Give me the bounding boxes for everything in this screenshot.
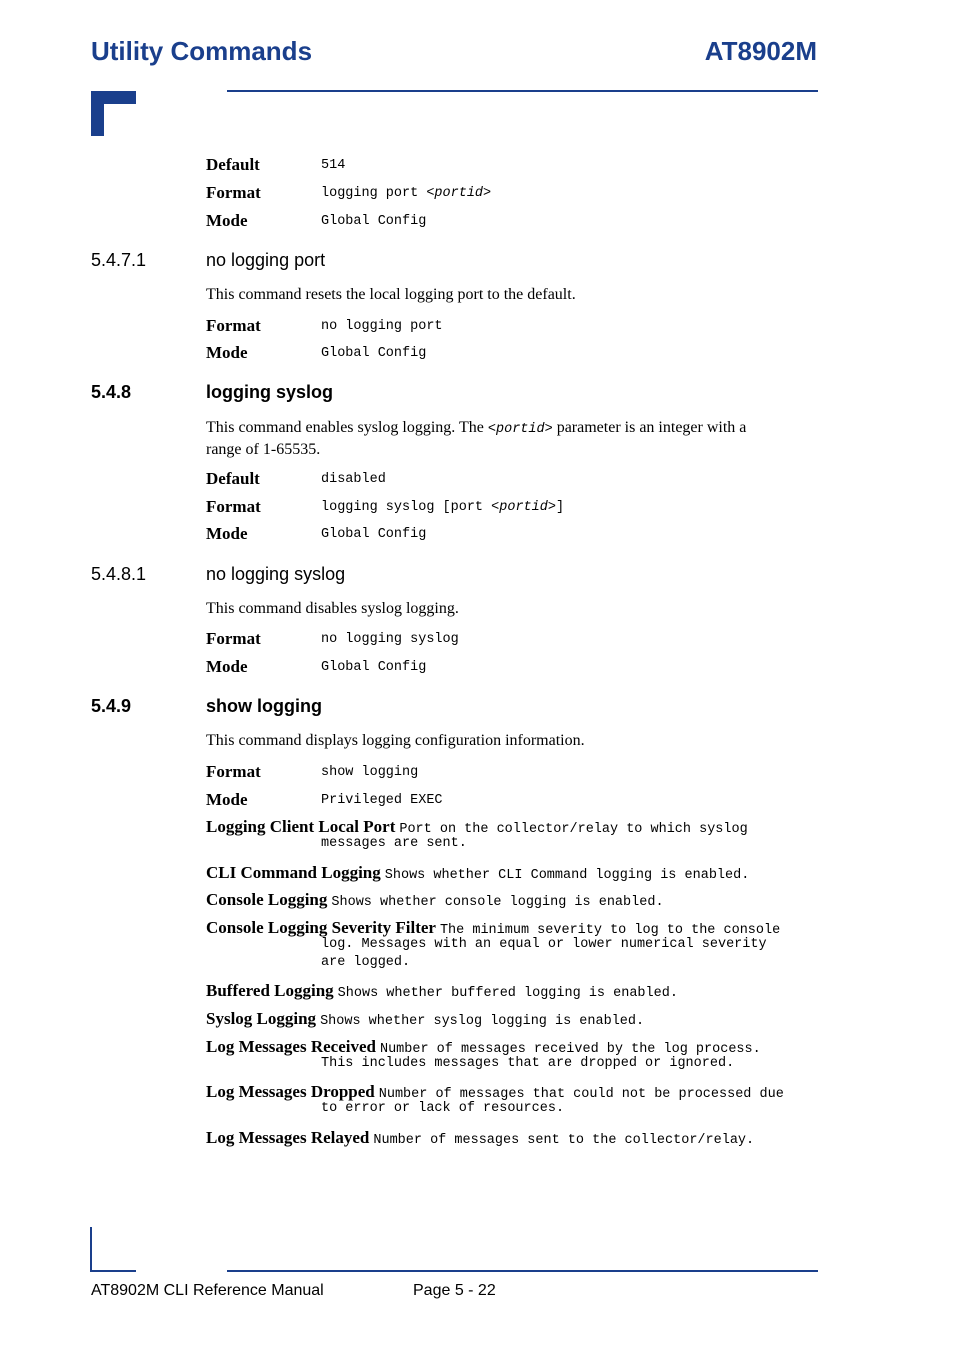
footer-rule xyxy=(227,1270,818,1272)
default-label: Default xyxy=(206,155,260,174)
mode-value: Global Config xyxy=(321,660,427,675)
header-left-title: Utility Commands xyxy=(91,36,313,66)
mode-value: Global Config xyxy=(321,527,427,542)
format-value: logging syslog [port <portid>] xyxy=(321,500,565,515)
term-label: Console Logging Severity Filter xyxy=(206,918,436,937)
term-label: Log Messages Dropped xyxy=(206,1082,375,1101)
term-row xyxy=(206,1128,816,1148)
format-label: Format xyxy=(206,497,261,516)
mode-label: Mode xyxy=(206,343,248,362)
corner-mark xyxy=(91,91,136,136)
term-row xyxy=(206,1037,816,1071)
section-desc: This command displays logging configuration information. xyxy=(206,732,585,749)
term-row xyxy=(206,890,816,910)
term-row xyxy=(206,863,816,883)
mode-label: Mode xyxy=(206,657,248,676)
header-rule xyxy=(227,90,818,92)
term-description-continued: to error or lack of resources. xyxy=(321,1101,565,1116)
format-label: Format xyxy=(206,629,261,648)
default-value: disabled xyxy=(321,472,386,487)
term-row xyxy=(206,1082,816,1116)
section-number: 5.4.7.1 xyxy=(91,250,147,270)
mode-value: Privileged EXEC xyxy=(321,793,443,808)
term-label: CLI Command Logging xyxy=(206,863,381,882)
section-title: no logging port xyxy=(206,250,326,270)
term-description: The minimum severity to log to the console xyxy=(439,923,781,938)
term-description: Number of messages sent to the collector/relay. xyxy=(373,1133,755,1148)
section-number: 5.4.9 xyxy=(91,696,132,716)
term-row xyxy=(206,918,816,970)
footer-corner-vertical xyxy=(90,1227,92,1272)
term-description: Number of messages that could not be processed due xyxy=(378,1087,784,1102)
term-description: Number of messages received by the log process. xyxy=(379,1042,761,1057)
term-label: Buffered Logging xyxy=(206,981,334,1000)
term-description-continued: messages are sent. xyxy=(321,836,467,851)
section-title: show logging xyxy=(206,696,322,716)
format-label: Format xyxy=(206,183,261,202)
mode-value: Global Config xyxy=(321,214,427,229)
mode-label: Mode xyxy=(206,790,248,809)
format-value: no logging syslog xyxy=(321,632,459,647)
term-description: Shows whether console logging is enabled. xyxy=(331,895,664,910)
term-label: Console Logging xyxy=(206,890,328,909)
term-description-continued: log. Messages with an equal or lower numerical severity xyxy=(321,937,767,952)
term-description: Shows whether CLI Command logging is enabled. xyxy=(384,868,750,883)
default-value: 514 xyxy=(321,158,346,173)
term-description: Shows whether buffered logging is enabled. xyxy=(337,986,678,1001)
section-number: 5.4.8 xyxy=(91,382,132,402)
mode-label: Mode xyxy=(206,524,248,543)
term-description: Shows whether syslog logging is enabled. xyxy=(320,1014,645,1029)
format-label: Format xyxy=(206,316,261,335)
footer-corner-horizontal xyxy=(90,1270,136,1272)
section-title: logging syslog xyxy=(206,382,334,402)
footer-page-number: Page 5 - 22 xyxy=(413,1282,496,1299)
term-description-continued: This includes messages that are dropped or ignored. xyxy=(321,1056,735,1071)
section-desc: This command enables syslog logging. The <portid> parameter is an integer with a range of 1-65535. xyxy=(206,419,747,458)
format-value: logging port <portid> xyxy=(321,186,492,201)
term-row xyxy=(206,981,816,1001)
term-label: Log Messages Relayed xyxy=(206,1128,370,1147)
term-row xyxy=(206,817,816,851)
mode-label: Mode xyxy=(206,211,248,230)
format-label: Format xyxy=(206,762,261,781)
term-description: Port on the collector/relay to which syslog xyxy=(399,822,748,837)
default-label: Default xyxy=(206,469,260,488)
section-desc: This command resets the local logging port to the default. xyxy=(206,286,576,303)
format-value: no logging port xyxy=(321,319,443,334)
term-label: Logging Client Local Port xyxy=(206,817,396,836)
format-value: show logging xyxy=(321,765,419,780)
mode-value: Global Config xyxy=(321,346,427,361)
term-label: Syslog Logging xyxy=(206,1009,317,1028)
term-label: Log Messages Received xyxy=(206,1037,376,1056)
section-title: no logging syslog xyxy=(206,564,346,584)
footer-manual-title: AT8902M CLI Reference Manual xyxy=(91,1282,324,1299)
section-number: 5.4.8.1 xyxy=(91,564,147,584)
term-description-continued: are logged. xyxy=(321,955,411,970)
term-row xyxy=(206,1009,816,1029)
section-desc: This command disables syslog logging. xyxy=(206,600,459,617)
header-right-title: AT8902M xyxy=(704,36,817,66)
